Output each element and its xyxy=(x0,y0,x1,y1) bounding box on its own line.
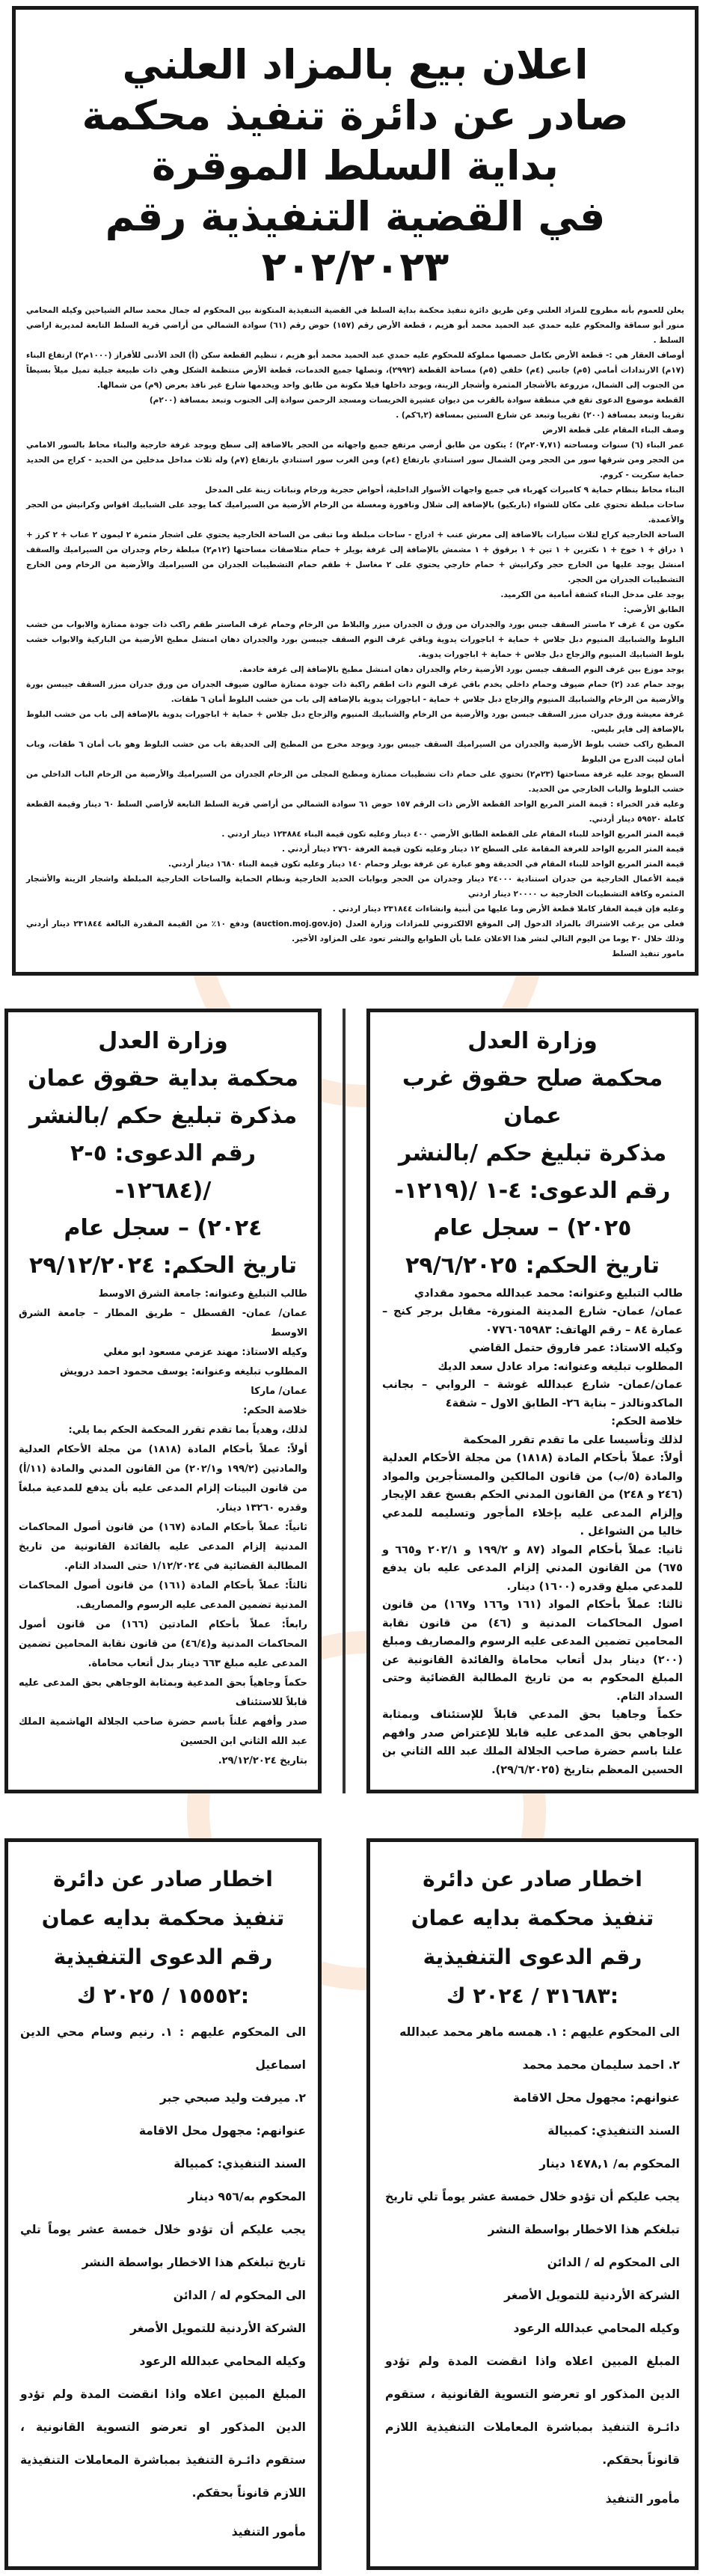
paragraph: الساحة الخارجية كراج لثلاث سيارات بالاضافة إلى معرش عنب + ادراج - ساحات مبلطة وما تبقى من الساحة الخارجية يحتوي على اشجار مثمرة ٢ ليمون ٢ عناب + ٢ كرز + ١ دراق + ١ خوخ + ١ نكترين + ١ تين + ١ برقوق + ١ مشمش بالإضافة إلى غرفة بويلر + حمام متلاصقات مساحتها (١٢م٢) مبلطة رخام وجدران من السيراميك والسقف امنشل يوجد عليها من الخارج حجر وكرانيش + حمام خارجي يحتوي على ٢ مغاسل + طقم حمام التشطيبات الجدران من السيراميك والأرضية من الرخام ومن الخارج التشطيبات الجدران من الحجر. xyxy=(26,530,685,584)
paragraph: وكيله الاستاذ: مهند عزمي مسعود ابو مغلي xyxy=(103,1346,307,1358)
paragraph: وكيله الاستاذ: عمر فاروق حتمل القاضي xyxy=(469,1342,683,1354)
notice-title-line: ٢٠٢٥) – سجل عام xyxy=(433,1214,632,1241)
paragraph: عمان/عمان- شارع عبدالله غوشة – الروابي – بجانب الماكدونالدز – بناية ٢٦- الطابق الاول – شقة٤ xyxy=(382,1379,683,1410)
paragraph: يجب عليكم أن تؤدو خلال خمسة عشر يوماً تلي تاريخ تبلغكم هذا الاخطار بواسطة النشر xyxy=(385,2190,680,2236)
paragraph: خلاصة الحكم: xyxy=(611,1416,683,1428)
paragraph: لذلك وتأسيسا على ما تقدم تقرر المحكمة xyxy=(463,1434,683,1446)
paragraph: خلاصة الحكم: xyxy=(243,1404,307,1416)
warnings-row xyxy=(4,1838,699,2570)
paragraph: الطابق الأرضي: xyxy=(623,605,684,614)
paragraph: الشركة الأردنية للتمويل الأصغر xyxy=(130,2322,306,2335)
paragraph: قيمة المتر المربع الواحد للبناء المقام على القطعة الطابق الأرضي ٤٠٠ دينار وعليه تكون قيمة البناء ١٢٣٨٨٤ دينار اردني . xyxy=(221,829,684,839)
paragraph: وكيله المحامي عبدالله الرعود xyxy=(139,2355,306,2368)
warning-title-line: :٣١٦٨٣ / ٢٠٢٤ ك xyxy=(446,1983,619,2008)
paragraph: قيمة المتر المربع الواحد للغرفة المقامة على السطح ١٢ دينار وعليه تكون قيمة الغرفة ٢٧٦٠ دينار أردني . xyxy=(281,844,684,854)
paragraph: المطلوب تبليغه وعنوانه: يوسف محمود احمد درويش xyxy=(59,1365,307,1377)
notice-title-line: ٢٠٢٤) – سجل عام xyxy=(64,1214,263,1241)
paragraph: ثانياً: عملاً بأحكام المادة (١٦٧) من قانون أصول المحاكمات المدنية إلزام المدعى عليه بالفائدة القانونية من تاريخ المطالبة القضائية في ١/١٢/٢٠٢٤ حتى السداد التام. xyxy=(19,1521,307,1572)
paragraph: المبلغ المبين اعلاه واذا انقضت المدة ولم تؤدو الدين المذكور او تعرضو التسوية القانونية ، ستقوم دائـرة التنفيذ بمباشرة المعاملات التنفيذية اللازم قانوناً بحقكم. xyxy=(385,2355,680,2467)
notice-title-line: مذكرة تبليغ حكم /بالنشر xyxy=(28,1102,298,1129)
auction-title-line: صادر عن دائرة تنفيذ محكمة xyxy=(82,91,629,139)
paragraph: قيمة المتر المربع الواحد للبناء المقام في الحديقة وهو عبارة عن غرفة بويلر وحمام ١٤٠ دينار وعليه تكون قيمة البناء ١٦٨٠ دينار أردني. xyxy=(168,859,684,869)
signature: مأمور التنفيذ xyxy=(605,2492,680,2506)
execution-warning-15552 xyxy=(4,1838,322,2570)
paragraph: وعليه قدر الخبراء : قيمة المتر المربع الواحد القطعة الأرض ذات الرقم ١٥٧ حوض ٦١ سوادة الشمالي من أراضي قرية السلط التابعة لأراضي السلط ٦٠ دينار وقيمة القطعة كاملة ٥٩٥٢٠ دينار أردني. xyxy=(26,799,684,824)
paragraph: الى المحكوم عليهم : ١. رنيم وسام محي الدين اسماعيل xyxy=(20,2025,307,2072)
paragraph: صدر وأفهم علناً باسم حضرة صاحب الجلالة الهاشمية الملك عبد الله الثاني ابن الحسين xyxy=(19,1716,307,1747)
paragraph: قيمة الأعمال الخارجية من جدران استنادية ٢٤٠٠٠ دينار وجدران من الحجر وبوابات الحديد الخارجية ونظام الحماية والساحات الخارجية المبلطة واشجار الزينة والأشجار المثمره وكافة التشطيبات الخارجية ب ٢٠٠٠٠ دينار اردني xyxy=(26,874,684,899)
notice-body xyxy=(382,1285,683,1780)
paragraph: المطبخ راكب خشب بلوط الأرضية والجدران من السيراميك السقف جيبس بورد ويوجد مخرج من المطبخ إلى الحديقة باب من خشب البلوط وهو باب أمان ٦ طقات، وباب أمان لبيت الدرج من البلوط xyxy=(26,739,684,764)
notice-title-line: محكمة بداية حقوق عمان xyxy=(28,1065,298,1092)
paragraph: عمر البناء (٦) سنوات ومساحته (٢٠٧,٧١م٢) ؛ يتكون من طابق أرضي مرتفع جميع واجهاته من الحجر بالاضافة إلى سطح ويوجد غرفة خارجية والبناء محاط بالسور الامامي من الحجر ومن شرقها سور من الحجر ومن الشمال سور استنادي بارتفاع (٤م) ومن الغرب سور استنادي بارتفاع (٧م) وله ثلاث مداخل مدخلين من الحديد - كراج من الحديد حماية سكريت - كروم. xyxy=(26,440,684,480)
paragraph: بتاريخ ٢٩/١٢/٢٠٢٤. xyxy=(218,1754,307,1766)
warning-body xyxy=(385,2016,680,2476)
warning-body xyxy=(20,2016,306,2509)
notice-title-line: وزارة العدل xyxy=(98,1027,228,1054)
warning-title-line: تنفيذ محكمة بدايه عمان xyxy=(411,1906,654,1930)
paragraph: يعلن للعموم بأنه مطروح للمزاد العلني وعن طريق دائرة تنفيذ محكمة بداية السلط في القضية التنفيذية المتكونة بين المحكوم له جمال محمد سالم الشياحين وكيله المحامي منور أبو سماقة والمحكوم عليه حمدي عبد الحميد محمد أبو هزيم ، قطعة الأرض رقم (١٥٧) حوض رقم (٦١) سوادة الشمالي من أراضي قرية السلط التابعة لمديرية اراضي السلط . xyxy=(26,305,684,345)
paragraph: تقريبا وتبعد بمسافة (٢٠٠) تقريبا وتبعد عن شارع الستين بمسافة (٦,٢كم) . xyxy=(396,410,684,420)
paragraph: عمان/ عمان- شارع المدينة المنورة- مقابل برجر كنج – عمارة ٨٤ – رقم الهاتف: ٠٧٧٦٠٦٥٩٨٣ xyxy=(382,1306,683,1336)
notice-body xyxy=(19,1285,307,1771)
notice-title-line: عمان xyxy=(503,1102,562,1129)
paragraph: عمان/ ماركا xyxy=(251,1385,307,1397)
paragraph: ٢. احمد سليمان محمد محمد xyxy=(522,2058,680,2072)
paragraph: طالب التبليغ وعنوانه: جامعة الشرق الاوسط xyxy=(98,1288,307,1300)
column-divider xyxy=(343,1009,346,1794)
notices-row xyxy=(4,1009,699,1794)
paragraph: عنوانهم: مجهول محل الاقامة xyxy=(512,2091,680,2105)
notice-title-line: تاريخ الحكم: ٢٩/٦/٢٠٢٥ xyxy=(405,1252,660,1279)
paragraph: ثانيا: عملاً بأحكام المواد (٨٧ و ١٩٩/٢ و ٢٠٢/١ و٦٦٥ و ٦٧٥) من القانون المدني إلزام المدعى عليه بان يدفع للمدعي مبلغ وقدره (١٦٠٠) دينار. xyxy=(382,1544,684,1593)
paragraph: الشركة الأردنية للتمويل الأصغر xyxy=(504,2289,680,2302)
paragraph: عنوانهم: مجهول محل الاقامة xyxy=(138,2124,306,2138)
paragraph: مكون من ٤ غرف ٢ ماستر السقف جبس بورد والجدران من ورق ن الجدران مبزر والبلاط من الرخام وحمام غرف الماستر طقم راكب ذات جودة ممتازة والابواب من خشب البلوط والشبابيك المنيوم دبل جلاس + حماية + اباجورات يدوية وباقي غرف النوم السقف جيبسن بورد والجدران دهان امنشل مطبخ الأرضية من الباركية والابواب خشب بلوط الشبابيك المنيوم والزجاج دبل جلاس + حماية + اباجورات يدوية. xyxy=(26,619,684,659)
paragraph: ٢. ميرفت وليد صبحي جبر xyxy=(159,2091,306,2105)
auction-title-line: اعلان بيع بالمزاد العلني xyxy=(122,41,589,88)
paragraph: وكيله المحامي عبدالله الرعود xyxy=(513,2322,680,2335)
paragraph: الى المحكوم عليهم : ١. همسه ماهر محمد عبدالله xyxy=(399,2025,680,2039)
signature: مأمور التنفيذ xyxy=(231,2525,306,2539)
paragraph: عمان/ عمان- القسطل – طريق المطار – جامعة الشرق الاوسط xyxy=(19,1307,307,1339)
paragraph: فعلى من يرغب الاشتراك بالمزاد الدخول إلى الموقع الالكتروني للمزادات وزارة العدل (auction.moj.gov.jo) ودفع ١٠٪ من القيمة المقدرة البالغة ٢٣١٨٤٤ دينار أردني وذلك خلال ٣٠ يوما من اليوم التالي لنشر هذا الاعلان علما بأن الطوابع والنشر تعود على المزاود الأخير. xyxy=(26,919,685,943)
warning-title-line: رقم الدعوى التنفيذية xyxy=(423,1945,642,1969)
paragraph: مامور تنفيذ السلط xyxy=(612,949,684,958)
paragraph: يوجد موزع بين غرف النوم السقف جبسن بورد الأرضية رخام والجدران دهان امنشل مطبخ بالإضافة إلى غرفة خادمة. xyxy=(239,664,684,674)
auction-title-line: بداية السلط الموقرة xyxy=(152,142,559,189)
paragraph: المحكوم به/ ١٤٧٨,١ دينار xyxy=(539,2157,680,2170)
warning-title-line: :١٥٥٥٢ / ٢٠٢٥ ك xyxy=(76,1983,250,2008)
auction-title-line: في القضية التنفيذية رقم ٢٠٢/٢٠٢٣ xyxy=(105,192,606,290)
paragraph: القطعة موضوع الدعوى تقع في منطقة سوادة بالقرب من ديوان عشيرة الخريسات ومسجد الرحمن سوادة إلى الجنوب وتبعد بمسافة (٢٠٠م) xyxy=(149,395,684,405)
execution-warning-31683 xyxy=(366,1838,699,2570)
paragraph: الى المحكوم له / الدائن xyxy=(547,2256,680,2269)
paragraph: السطح يوجد عليه غرفة مساحتها (٢٣م٢) تحتوي على حمام ذات تشطيبات ممتازة ومطبخ المجلى من الرخام الجدران من السيراميك والأرضية من الرخام الباب الداخلي من خشب البلوط والباب الخارجي من الحديد. xyxy=(26,769,684,794)
warning-title-line: اخطار صادر عن دائرة xyxy=(423,1867,642,1891)
notice-title-line: محكمة صلح حقوق غرب xyxy=(402,1065,663,1092)
paragraph: وصف البناء المقام على قطعة الارض xyxy=(542,425,684,435)
paragraph: يوجد حمام عدد (٢) حمام ضيوف وحمام داخلي يخدم باقي غرف النوم ذات اطقم راكبة ذات جودة ممتازة صالون ضيوف الجدران من ورق جدران مبزر السقف جيبسن بورة والأرضية من الرخام والشبابيك المنيوم والزجاج دبل جلاس + حماية - اباجورات يدوية بالإضافة إلى باب من خشب البلوط أمان ٦ طقات. xyxy=(26,679,684,704)
paragraph: غرفة معيشة ورق جدران مبزر السقف جبسن بورد والأرضية من الرخام والشبابيك المنيوم والزجاج دبل جلاس + حماية + اباجورات يدوية بالإضافة إلى باب من خشب البلوط بالإضافة إلى فاير بليس. xyxy=(26,709,684,734)
paragraph: حكماً وجاهياً بحق المدعية وبمثابة الوجاهي بحق المدعى عليه قابلاً للاستئناف xyxy=(19,1677,307,1708)
paragraph: ثالثا: عملاً بأحكام المواد (١٦١ و١٦٦ و١٦٧) من قانون اصول المحاكمات المدنية و (٤٦) من قانون نقابة المحامين تضمين المدعى عليه الرسوم والمصاريف ومبلغ (٢٠٠) دينار بدل أتعاب محاماة والفائدة القانونية عن المبلغ المحكوم به من تاريخ المطالبة القضائية وحتى السداد التام. xyxy=(382,1599,684,1703)
warning-title-line: تنفيذ محكمة بدايه عمان xyxy=(41,1906,285,1930)
paragraph: أولاً: عملاً بأحكام المادة (١٨١٨) من مجلة الأحكام العدلية والمادتين (١٩٩/٢ و٢٠٢/١) من القانون المدني والمادة (١١/أ) من قانون البينات إلزام المدعى عليه بأن يدفع للمدعية مبلغاً وقدره ١٣٢٦٠ دينار. xyxy=(19,1443,308,1514)
paragraph: الى المحكوم له / الدائن xyxy=(173,2289,306,2302)
paragraph: وعليه فإن قيمة العقار كاملا قطعة الأرض وما عليها من أبنية وانشاءات ٢٣١٨٤٤ دينار اردني . xyxy=(332,904,684,914)
notice-title-line: مذكرة تبليغ حكم /بالنشر xyxy=(398,1139,667,1166)
paragraph: السند التنفيذي: كمبيالة xyxy=(547,2124,680,2138)
paragraph: ثالثاً: عملاً بأحكام المادة (١٦١) من قانون أصول المحاكمات المدنية تضمين المدعى عليه الرسوم والمصاريف. xyxy=(19,1579,307,1611)
paragraph: المبلغ المبين اعلاه واذا انقضت المدة ولم تؤدو الدين المذكور او تعرضو التسوية القانونية ، ستقوم دائـرة التنفيذ بمباشرة المعاملات التنفيذية اللازم قانوناً بحقكم. xyxy=(20,2387,306,2500)
paragraph: أوصاف العقار هي :- قطعة الأرض بكامل حصصها مملوكة للمحكوم عليه حمدي عبد الحميد محمد أبو هزيم ، تنظيم القطعة سكن (أ) الحد الأدنى للأفراز (١٠٠٠م٢) ارتفاع البناء (١٧م) الارتدادات أمامي (٥م) جانبي (٤م) خلفي (٥م) مساحة القطعة (٢٩٩٢)، وتصلها جميع الخدمات، قطعة الأرض منتظمة الشكل وهي ذات طبيعة جبلية تميل ميلاً بسيطاً من الجنوب إلى الشمال، مزروعة بالأشجار المثمرة وأشجار الزينة، ويوجد داخلها فيلا مكونة من طابق واحد ويخدمها شارع غير نافذ بعرض (٩م) من شمالها. xyxy=(26,350,684,390)
notice-west-amman-court xyxy=(366,1009,699,1794)
paragraph: طالب التبليغ وعنوانه: محمد عبدالله محمود مقدادي xyxy=(414,1287,683,1300)
auction-body xyxy=(26,303,684,961)
paragraph: البناء محاط بنظام حماية ٩ كاميرات كهرباء في جميع واجهات الأسوار الداخلية، أحواض حجرية ورخام ونباتات زينة على المدخل xyxy=(205,485,684,495)
paragraph: لذلك، وهدياً بما تقدم تقرر المحكمة الحكم بما يلي: xyxy=(68,1424,307,1436)
paragraph: ساحات مبلطة تحتوي على مكان للشواء (باربكيو) بالإضافة إلى شلال ونافورة ومغسلة من الرخام الأرضية من السيراميك كما يوجد على الشبابيك اقواس وكرانيش من الحجر والأعمدة. xyxy=(26,500,684,524)
warning-title-line: رقم الدعوى التنفيذية xyxy=(53,1945,273,1969)
paragraph: يوجد على مدخل البناء كشفة أمامية من الكرميد. xyxy=(500,590,684,599)
paragraph: السند التنفيذي: كمبيالة xyxy=(174,2157,306,2170)
paragraph: رابعاً: عملاً بأحكام المادتين (١٦٦) من قانون أصول المحاكمات المدنية و(٤٦/٤) من قانون نقابة المحامين تضمين المدعى عليه مبلغ ٦٦٣ دينار بدل أتعاب محاماة. xyxy=(19,1618,308,1669)
warning-title-line: اخطار صادر عن دائرة xyxy=(53,1867,273,1891)
notice-title-line: وزارة العدل xyxy=(467,1027,598,1054)
paragraph: يجب عليكم أن تؤدو خلال خمسة عشر يوماً تلي تاريخ تبلغكم هذا الاخطار بواسطة النشر xyxy=(20,2223,306,2269)
notice-title-line: رقم الدعوى: ٤-١ /(١٢١٩- xyxy=(394,1177,671,1204)
notice-title-line: تاريخ الحكم: ٢٩/١٢/٢٠٢٤ xyxy=(28,1252,298,1279)
paragraph: المطلوب تبليغه وعنوانه: مراد عادل سعد الديك xyxy=(438,1360,683,1373)
notice-title-line: رقم الدعوى: ٥-٢ /(١٢٦٨٤- xyxy=(70,1139,257,1204)
paragraph: أولاً: عملاً بأحكام المادة (١٨١٨) من مجلة الأحكام العدلية والمادة (٥/ب) من قانون المالكين والمستأجرين والمواد (٢٤٦ و ٢٤٨) من القانون المدني الحكم بفسخ عقد الإيجار وإلزام المدعى عليه بإخلاء المأجور وتسليمه للمدعي خاليا من الشواغل . xyxy=(382,1452,684,1538)
notice-amman-first-instance-court xyxy=(4,1009,322,1794)
paragraph: حكماً وجاهيا بحق المدعي قابلاً للإستئناف وبمثابة الوجاهي بحق المدعى عليه قابلا للإعتراض صدر وافهم علنا باسم حضرة صاحب الجلالة الملك عبد الله الثاني بن الحسين المعظم بتاريخ (٢٩/٦/٢٠٢٥). xyxy=(382,1709,683,1776)
auction-announcement xyxy=(12,6,699,976)
paragraph: المحكوم به/٩٥٦ دينار xyxy=(188,2190,306,2203)
